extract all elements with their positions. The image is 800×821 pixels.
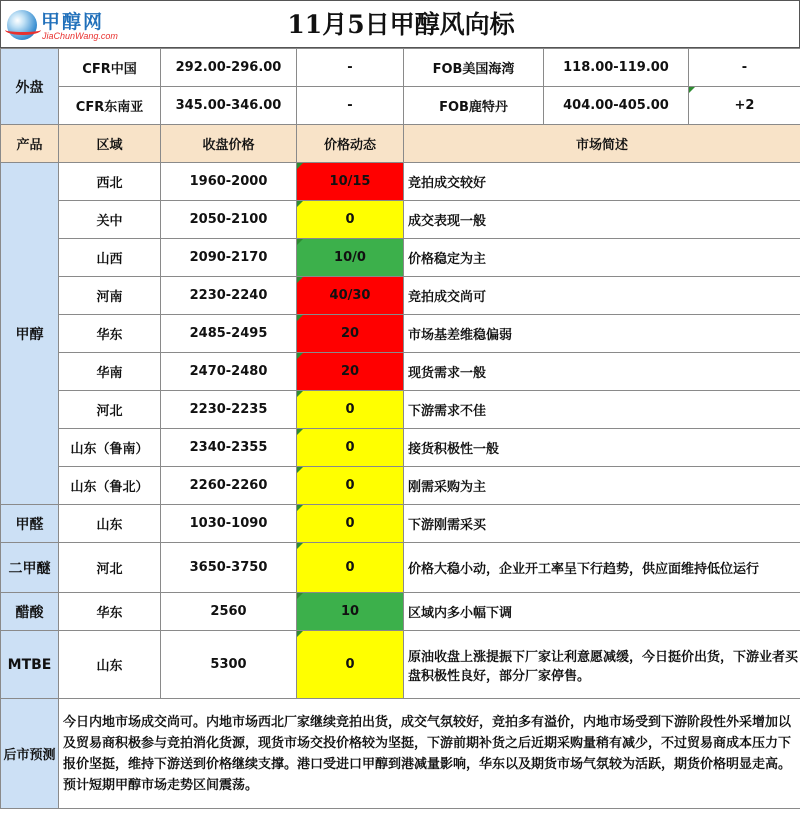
sheet-header bbox=[0, 0, 800, 48]
product-row bbox=[1, 239, 800, 277]
external-label: 外盘 bbox=[1, 49, 59, 125]
region-cell: 山东（鲁南） bbox=[59, 429, 161, 467]
col-header-product: 产品 bbox=[1, 125, 59, 163]
trend-cell: 40/30 bbox=[297, 277, 404, 315]
region-cell: 河南 bbox=[59, 277, 161, 315]
price-cell: 1030-1090 bbox=[161, 505, 297, 543]
price-cell: 2340-2355 bbox=[161, 429, 297, 467]
col-header-summary: 市场简述 bbox=[404, 125, 800, 163]
col-header-trend: 价格动态 bbox=[297, 125, 404, 163]
col-header-price: 收盘价格 bbox=[161, 125, 297, 163]
external-price: 292.00-296.00 bbox=[161, 49, 297, 87]
product-row bbox=[1, 163, 800, 201]
external-change: +2 bbox=[689, 87, 800, 125]
region-cell: 山东 bbox=[59, 505, 161, 543]
price-cell: 2230-2235 bbox=[161, 391, 297, 429]
external-market: CFR东南亚 bbox=[59, 87, 161, 125]
product-row bbox=[1, 277, 800, 315]
external-market: FOB鹿特丹 bbox=[404, 87, 544, 125]
external-row bbox=[1, 49, 800, 87]
trend-cell: 0 bbox=[297, 429, 404, 467]
forecast-text: 今日内地市场成交尚可。内地市场西北厂家继续竞拍出货，成交气氛较好，竞拍多有溢价，内地市场受到下游阶段性外采增加以及贸易商积极参与竞拍消化货源，现货市场交投价格较为坚挺，下游前期补货之后近期采购量稍有减少，不过贸易商成本压力下报价坚挺，维持下游送到价格继续支撑。港口受进口甲醇到港减量影响，华东以及期货市场气氛较为活跃，期货价格明显走高。预计短期甲醇市场走势区间震荡。 bbox=[59, 699, 800, 809]
summary-cell: 刚需采购为主 bbox=[404, 467, 800, 505]
external-market: CFR中国 bbox=[59, 49, 161, 87]
trend-cell: 0 bbox=[297, 391, 404, 429]
region-cell: 河北 bbox=[59, 391, 161, 429]
price-cell: 2260-2260 bbox=[161, 467, 297, 505]
region-cell: 西北 bbox=[59, 163, 161, 201]
product-name: 二甲醚 bbox=[1, 543, 59, 593]
product-row bbox=[1, 429, 800, 467]
logo-url: JiaChunWang.com bbox=[42, 31, 118, 41]
region-cell: 河北 bbox=[59, 543, 161, 593]
product-row bbox=[1, 631, 800, 699]
external-change: - bbox=[689, 49, 800, 87]
external-price: 404.00-405.00 bbox=[544, 87, 689, 125]
price-cell: 2090-2170 bbox=[161, 239, 297, 277]
product-name: 甲醇 bbox=[1, 163, 59, 505]
trend-cell: 10/15 bbox=[297, 163, 404, 201]
summary-cell: 成交表现一般 bbox=[404, 201, 800, 239]
summary-cell: 原油收盘上涨提振下厂家让利意愿减缓，今日挺价出货，下游业者买盘积极性良好，部分厂家停售。 bbox=[404, 631, 800, 699]
trend-cell: 0 bbox=[297, 467, 404, 505]
trend-cell: 0 bbox=[297, 505, 404, 543]
trend-cell: 0 bbox=[297, 201, 404, 239]
logo-text: 甲醇网 bbox=[41, 11, 105, 33]
summary-cell: 市场基差维稳偏弱 bbox=[404, 315, 800, 353]
price-cell: 2470-2480 bbox=[161, 353, 297, 391]
forecast-row bbox=[1, 699, 800, 809]
summary-cell: 接货积极性一般 bbox=[404, 429, 800, 467]
summary-cell: 价格稳定为主 bbox=[404, 239, 800, 277]
trend-cell: 10/0 bbox=[297, 239, 404, 277]
trend-cell: 10 bbox=[297, 593, 404, 631]
trend-cell: 0 bbox=[297, 631, 404, 699]
price-cell: 2485-2495 bbox=[161, 315, 297, 353]
external-market: FOB美国海湾 bbox=[404, 49, 544, 87]
product-row bbox=[1, 593, 800, 631]
summary-cell: 现货需求一般 bbox=[404, 353, 800, 391]
product-row bbox=[1, 201, 800, 239]
external-row bbox=[1, 87, 800, 125]
swoosh-icon bbox=[5, 25, 41, 35]
summary-cell: 竞拍成交尚可 bbox=[404, 277, 800, 315]
trend-cell: 20 bbox=[297, 353, 404, 391]
product-row bbox=[1, 505, 800, 543]
product-row bbox=[1, 391, 800, 429]
product-row bbox=[1, 543, 800, 593]
price-cell: 2560 bbox=[161, 593, 297, 631]
col-header-region: 区域 bbox=[59, 125, 161, 163]
logo bbox=[5, 5, 135, 45]
external-price: 345.00-346.00 bbox=[161, 87, 297, 125]
product-name: MTBE bbox=[1, 631, 59, 699]
price-cell: 3650-3750 bbox=[161, 543, 297, 593]
summary-cell: 下游需求不佳 bbox=[404, 391, 800, 429]
product-row bbox=[1, 353, 800, 391]
product-name: 甲醛 bbox=[1, 505, 59, 543]
column-header-row bbox=[1, 125, 800, 163]
trend-cell: 20 bbox=[297, 315, 404, 353]
region-cell: 华东 bbox=[59, 315, 161, 353]
region-cell: 山东（鲁北） bbox=[59, 467, 161, 505]
product-row bbox=[1, 315, 800, 353]
region-cell: 山东 bbox=[59, 631, 161, 699]
price-cell: 1960-2000 bbox=[161, 163, 297, 201]
region-cell: 华南 bbox=[59, 353, 161, 391]
summary-cell: 价格大稳小动，企业开工率呈下行趋势，供应面维持低位运行 bbox=[404, 543, 800, 593]
summary-cell: 下游刚需采买 bbox=[404, 505, 800, 543]
summary-cell: 竞拍成交较好 bbox=[404, 163, 800, 201]
region-cell: 山西 bbox=[59, 239, 161, 277]
price-cell: 5300 bbox=[161, 631, 297, 699]
external-change: - bbox=[297, 49, 404, 87]
external-price: 118.00-119.00 bbox=[544, 49, 689, 87]
page-title: 11月5日甲醇风向标 bbox=[287, 10, 515, 39]
external-change: - bbox=[297, 87, 404, 125]
forecast-label: 后市预测 bbox=[1, 699, 59, 809]
region-cell: 华东 bbox=[59, 593, 161, 631]
product-row bbox=[1, 467, 800, 505]
product-name: 醋酸 bbox=[1, 593, 59, 631]
price-cell: 2050-2100 bbox=[161, 201, 297, 239]
price-cell: 2230-2240 bbox=[161, 277, 297, 315]
region-cell: 关中 bbox=[59, 201, 161, 239]
market-table bbox=[0, 48, 800, 809]
summary-cell: 区域内多小幅下调 bbox=[404, 593, 800, 631]
trend-cell: 0 bbox=[297, 543, 404, 593]
